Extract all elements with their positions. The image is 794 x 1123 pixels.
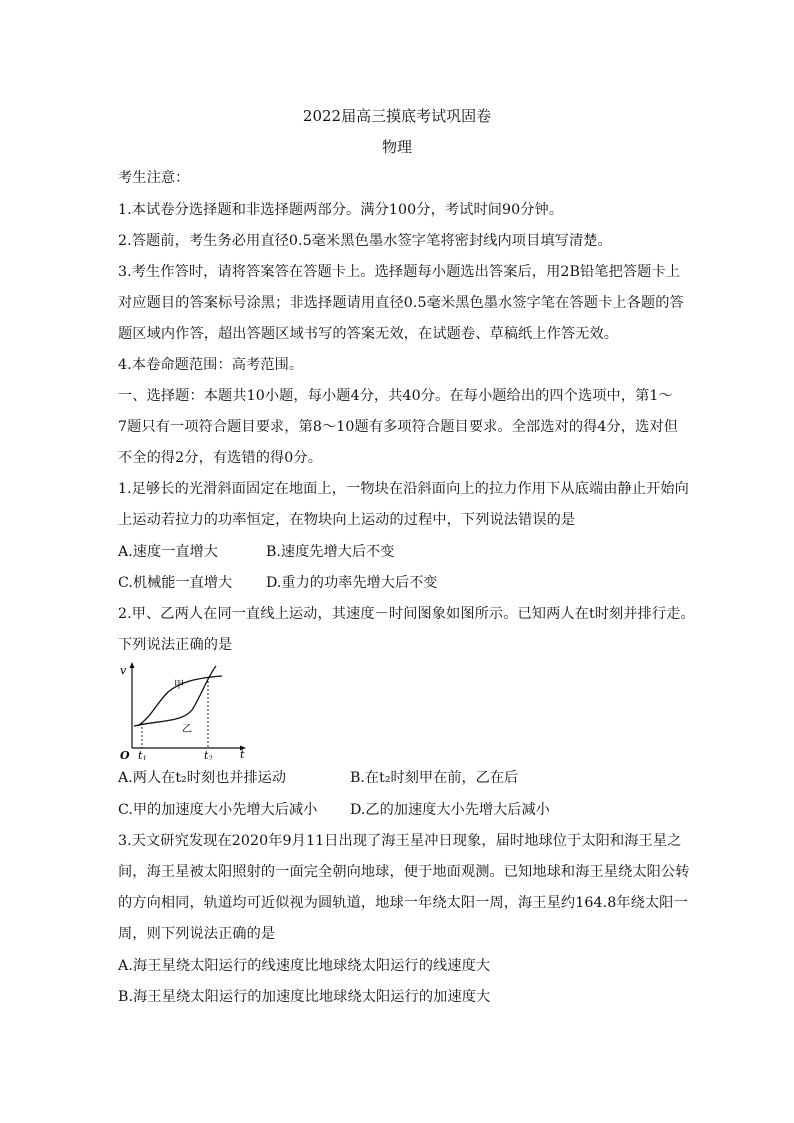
notice-heading: 考生注意： [118, 170, 190, 186]
q2-option-c: C.甲的加速度大小先增大后减小 [118, 802, 318, 818]
q2-option-b: B.在t₂时刻甲在前，乙在后 [350, 770, 519, 786]
notice-item-4: 4.本卷命题范围：高考范围。 [118, 357, 304, 373]
q2-option-a: A.两人在t₂时刻也并排运动 [118, 770, 287, 786]
notice-item-2: 2.答题前，考生务必用直径0.5毫米黑色墨水签字笔将密封线内项目填写清楚。 [118, 233, 612, 249]
curve-yi [134, 666, 216, 726]
y-axis-arrow [130, 662, 135, 668]
notice-item-3-cont: 对应题目的答案标号涂黑；非选择题请用直径0.5毫米黑色墨水签字笔在答题卡上各题的答 [118, 295, 684, 311]
notice-item-3-cont2: 题区域内作答，超出答题区域书写的答案无效，在试题卷、草稿纸上作答无效。 [118, 326, 619, 342]
section-instructions: 一、选择题：本题共10小题，每小题4分，共40分。在每小题给出的四个选项中，第1～ [118, 388, 673, 404]
curve-jia-label: 甲 [174, 680, 184, 691]
q3-stem-2: 间，海王星被太阳照射的一面完全朝向地球，便于地面观测。已知地球和海王星绕太阳公转 [118, 864, 690, 880]
exam-title: 2022届高三摸底考试巩固卷 [302, 107, 492, 125]
curve-yi-label: 乙 [182, 724, 192, 735]
section-instructions-2: 7题只有一项符合题目要求，第8～10题有多项符合题目要求。全部选对的得4分，选对但 [118, 419, 678, 435]
origin-label: O [120, 749, 130, 760]
q3-stem-3: 的方向相同，轨道均可近似视为圆轨道，地球一年绕太阳一周，海王星约164.8年绕太阳一 [118, 895, 688, 911]
q1-option-a: A.速度一直增大 [118, 544, 218, 560]
velocity-time-graph [112, 660, 252, 760]
q1-stem-2: 上运动若拉力的功率恒定，在物块向上运动的过程中，下列说法错误的是 [118, 512, 576, 528]
t1-label [138, 749, 147, 760]
q1-option-b: B.速度先增大后不变 [266, 544, 395, 560]
q3-option-b: B.海王星绕太阳运行的加速度比地球绕太阳运行的加速度大 [118, 989, 491, 1005]
notice-item-1: 1.本试卷分选择题和非选择题两部分。满分100分，考试时间90分钟。 [118, 202, 564, 218]
q3-option-a: A.海王星绕太阳运行的线速度比地球绕太阳运行的线速度大 [118, 958, 491, 974]
t1-label-main: t [138, 749, 143, 760]
q2-stem: 2.甲、乙两人在同一直线上运动，其速度－时间图象如图所示。已知两人在t时刻并排行走。 [118, 606, 695, 622]
v-axis-label: v [120, 664, 127, 677]
q1-option-c: C.机械能一直增大 [118, 575, 233, 591]
exam-subject: 物理 [381, 138, 412, 156]
q1-stem: 1.足够长的光滑斜面固定在地面上，一物块在沿斜面向上的拉力作用下从底端由静止开始向 [118, 481, 689, 497]
t-axis-label: t [240, 748, 245, 760]
q2-option-d: D.乙的加速度大小先增大后减小 [350, 802, 550, 818]
t2-label-sub: 2 [208, 755, 213, 760]
q1-option-d: D.重力的功率先增大后不变 [266, 575, 438, 591]
notice-item-3: 3.考生作答时，请将答案答在答题卡上。选择题每小题选出答案后，用2B铅笔把答题卡上 [118, 264, 681, 280]
q3-stem-4: 周，则下列说法正确的是 [118, 926, 276, 942]
q2-stem-2: 下列说法正确的是 [118, 637, 233, 653]
t2-label-main: t [204, 749, 209, 760]
section-instructions-3: 不全的得2分，有选错的得0分。 [118, 450, 322, 466]
t1-label-sub: 1 [142, 755, 147, 760]
t2-label [204, 749, 213, 760]
q3-stem: 3.天文研究发现在2020年9月11日出现了海王星冲日现象，届时地球位于太阳和海王星之 [118, 833, 682, 849]
